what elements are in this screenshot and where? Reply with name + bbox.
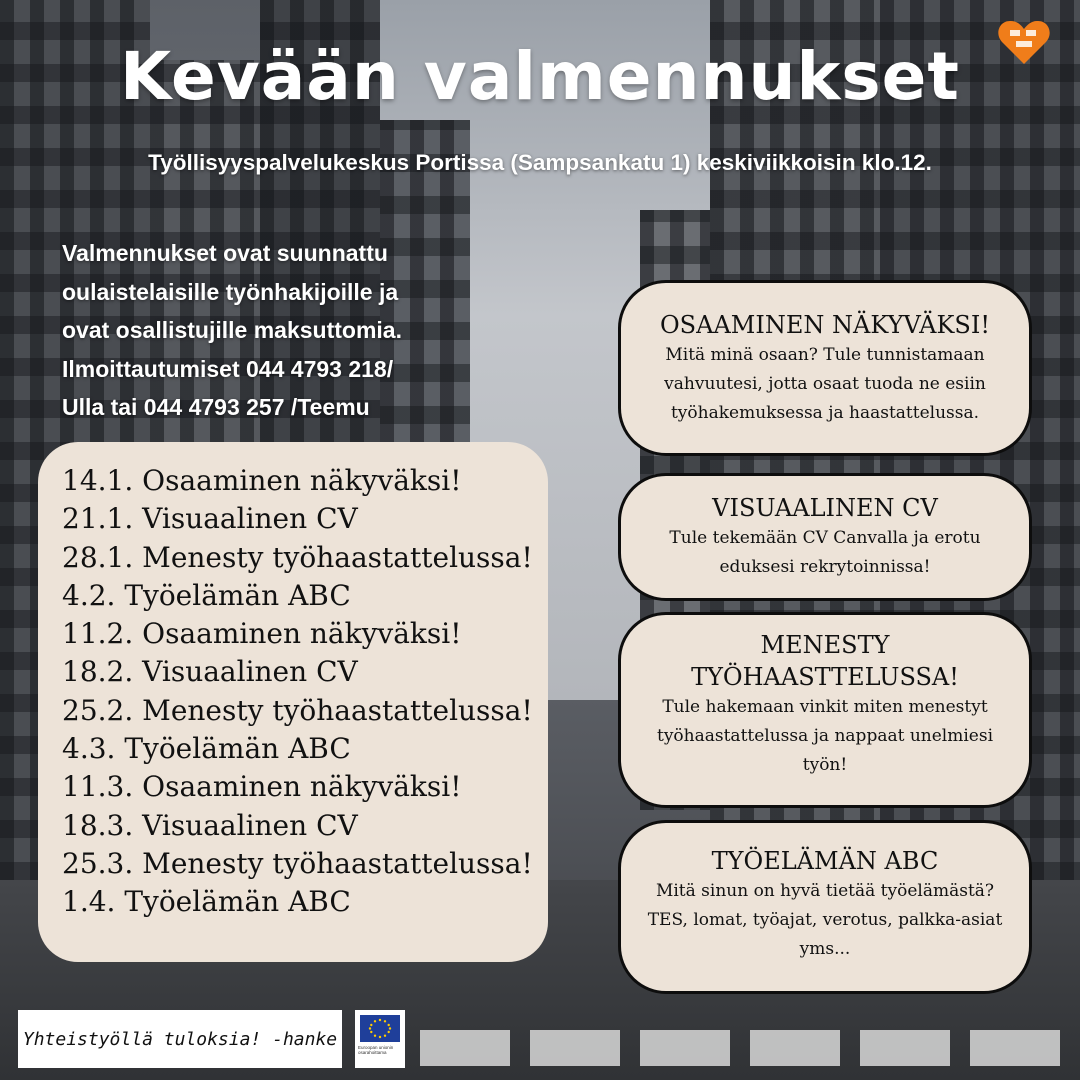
project-logo: [18, 1010, 342, 1068]
card-description: Mitä minä osaan? Tule tunnistamaan: [665, 345, 985, 365]
crosswalk-stripe: [420, 1030, 510, 1066]
crosswalk-stripe: [860, 1030, 950, 1066]
card-description: työn!: [802, 755, 848, 775]
schedule-item: 21.1. Visuaalinen CV: [62, 502, 358, 536]
card-tyoelaman-abc: [618, 820, 1032, 994]
schedule-box: [38, 442, 548, 962]
card-description: vahvuutesi, jotta osaat tuoda ne esiin: [664, 374, 986, 394]
card-description: työhaastattelussa ja nappaat unelmiesi: [656, 726, 993, 746]
crosswalk-stripe: [530, 1030, 620, 1066]
eu-caption: Euroopan unionin osarahoittama: [358, 1045, 394, 1055]
schedule-item: 25.3. Menesty työhaastattelussa!: [62, 846, 533, 880]
schedule-item: 4.3. Työelämän ABC: [62, 732, 351, 766]
schedule-item: 18.2. Visuaalinen CV: [62, 655, 358, 689]
card-description: eduksesi rekrytoinnissa!: [719, 557, 931, 577]
card-visuaalinen-cv: [618, 473, 1032, 601]
page-subtitle: Työllisyyspalvelukeskus Portissa (Sampsankatu 1) keskiviikkoisin klo.12.: [148, 150, 932, 175]
intro-line: Valmennukset ovat suunnattu: [62, 240, 388, 266]
card-description: Tule hakemaan vinkit miten menestyt: [662, 697, 988, 717]
schedule-item: 28.1. Menesty työhaastattelussa!: [62, 540, 533, 574]
crosswalk-stripe: [970, 1030, 1060, 1066]
card-description: työhakemuksessa ja haastattelussa.: [670, 403, 980, 423]
page-title: Kevään valmennukset: [120, 38, 960, 115]
card-title: OSAAMINEN NÄKYVÄKSI!: [660, 311, 990, 339]
schedule-item: 1.4. Työelämän ABC: [62, 885, 351, 919]
intro-line: Ulla tai 044 4793 257 /Teemu: [62, 394, 370, 420]
schedule-item: 18.3. Visuaalinen CV: [62, 808, 358, 842]
crosswalk-stripe: [750, 1030, 840, 1066]
schedule-item: 14.1. Osaaminen näkyväksi!: [62, 464, 462, 497]
schedule-item: 11.2. Osaaminen näkyväksi!: [62, 617, 462, 651]
card-osaaminen: [618, 280, 1032, 456]
card-title: TYÖELÄMÄN ABC: [711, 847, 939, 875]
card-description: yms...: [799, 939, 851, 959]
eu-logo: [355, 1010, 405, 1068]
card-title: TYÖHAASTTELUSSA!: [691, 663, 959, 691]
crosswalk-stripe: [640, 1030, 730, 1066]
card-description: Tule tekemään CV Canvalla ja erotu: [669, 528, 981, 548]
card-menesty: [618, 612, 1032, 808]
eu-flag-icon: [360, 1015, 400, 1042]
card-title: VISUAALINEN CV: [712, 494, 938, 522]
intro-line: Ilmoittautumiset 044 4793 218/: [62, 355, 394, 382]
project-label: Yhteistyöllä tuloksia! -hanke: [22, 1028, 338, 1050]
card-description: TES, lomat, työajat, verotus, palkka-asiat: [647, 910, 1003, 930]
intro-line: ovat osallistujille maksuttomia.: [62, 317, 402, 343]
schedule-item: 25.2. Menesty työhaastattelussa!: [62, 693, 533, 727]
card-title: MENESTY: [760, 631, 890, 659]
intro-text: [62, 234, 532, 427]
schedule-item: 11.3. Osaaminen näkyväksi!: [62, 770, 462, 804]
intro-line: oulaistelaisille työnhakijoille ja: [62, 278, 399, 305]
schedule-item: 4.2. Työelämän ABC: [62, 578, 351, 612]
card-description: Mitä sinun on hyvä tietää työelämästä?: [655, 881, 995, 901]
